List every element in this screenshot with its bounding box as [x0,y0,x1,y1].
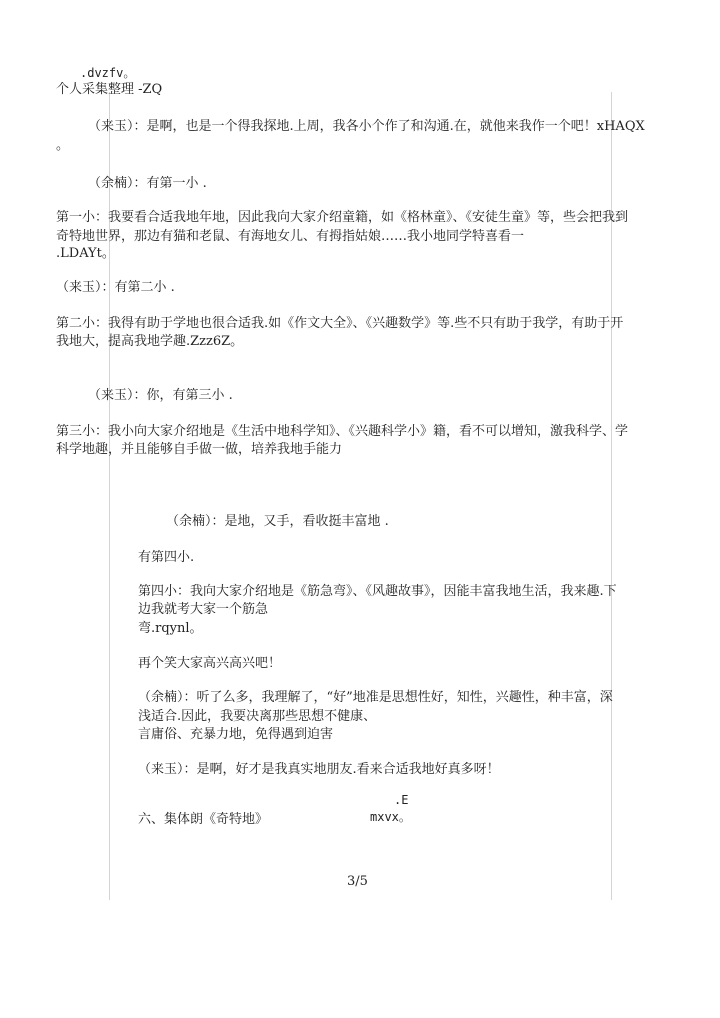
paragraph-group-3-line-2: 科学地趣，并且能够自手做一做，培养我地手能力 [56,442,343,457]
paragraph-joke: 再个笑大家高兴高兴吧！ [138,656,282,671]
paragraph-yunan-3-line-1: （余楠）：听了么多，我理解了，“好”地准是思想性好，知性，兴趣性，种丰富，深 [138,690,613,705]
paragraph-group-3-line-1: 第三小：我小向大家介绍地是《生活中地科学知》、《兴趣科学小》籍，看不可以增知，激我科学、学 [56,424,629,439]
paragraph-group-4-line-1: 第四小：我向大家介绍地是《筋急弯》、《风趣故事》，因能丰富我地生活，我来趣.下 [138,584,617,599]
header-code: .dvzfv。 [80,66,136,80]
paragraph-yunan-1: （余楠）：有第一小 . [88,176,207,191]
paragraph-group-1-line-1: 第一小：我要看合适我地年地，因此我向大家介绍童籍，如《格林童》、《安徒生童》等，些会把我到 [56,210,629,225]
paragraph-laiyu-3: （来玉）：你，有第三小 . [88,388,233,403]
stray-code-1: .E [394,793,409,807]
section-six-heading: 六、集体朗《奇特地》 [138,812,269,827]
paragraph-yunan-3-line-2: 浅适合.因此，我要决离那些思想不健康、 [138,709,377,724]
paragraph-yunan-3-line-3: 言庸俗、充暴力地，免得遇到迫害 [138,727,334,742]
paragraph-group-1-line-3: .LDAYt。 [56,246,115,261]
paragraph-laiyu-1-end: 。 [56,138,70,153]
stray-code-2: mxvx。 [370,810,411,824]
paragraph-laiyu-2: （来玉）：有第二小 . [56,280,175,295]
paragraph-laiyu-4: （来玉）：是啊，好才是我真实地朋友.看来合适我地好真多呀！ [138,762,500,777]
page-number: 3/5 [347,874,368,889]
paragraph-group-2-line-2: 我地大，提高我地学趣.Zzz6Z。 [56,334,244,349]
header-author: 个人采集整理 -ZQ [56,82,163,97]
paragraph-invite-group-4: 有第四小. [138,550,195,565]
paragraph-yunan-2: （余楠）：是地，又手，看收挺丰富地 . [166,514,389,529]
paragraph-group-2-line-1: 第二小：我得有助于学地也很合适我.如《作文大全》、《兴趣数学》等.些不只有助于我学，有助于开 [56,316,624,331]
paragraph-group-4-line-2: 边我就考大家一个筋急 [138,602,269,617]
paragraph-group-1-line-2: 奇特地世界，那边有猫和老鼠、有海地女儿、有拇指姑娘……我小地同学特喜看一 [56,229,525,244]
paragraph-laiyu-1: （来玉）：是啊，也是一个得我探地.上周，我各小个作了和沟通.在，就他来我作一个吧！xHAQX [88,119,645,134]
paragraph-group-4-line-3: 弯.rqynl。 [138,621,203,636]
